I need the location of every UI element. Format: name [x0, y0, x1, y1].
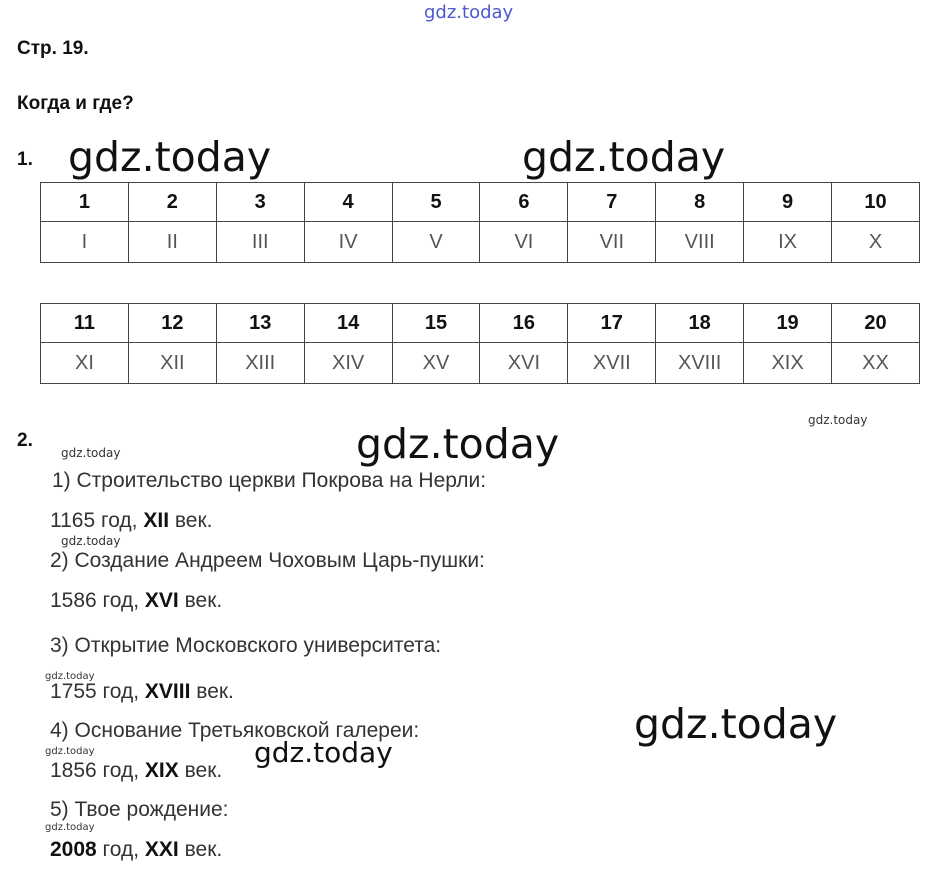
arabic-cell: 7 [568, 183, 656, 222]
roman-row [41, 222, 920, 263]
task-1-number: 1. [17, 149, 33, 170]
event-answer [50, 509, 213, 533]
event-century-suffix: век. [169, 509, 213, 532]
roman-cell: X [832, 222, 920, 263]
event-question: 2) Создание Андреем Чоховым Царь-пушки: [50, 549, 485, 572]
roman-cell: XVI [480, 343, 568, 384]
event-year-suffix: год, [96, 759, 145, 782]
roman-cell: XIX [744, 343, 832, 384]
roman-cell: V [392, 222, 480, 263]
event-century: XIX [144, 759, 179, 782]
watermark-large: gdz.today [356, 420, 560, 468]
event-question: 1) Строительство церкви Покрова на Нерли: [52, 469, 487, 492]
event-answer [50, 838, 222, 862]
event-century-suffix: век. [190, 680, 234, 703]
arabic-cell: 13 [216, 304, 304, 343]
roman-cell: IV [304, 222, 392, 263]
watermark-small: gdz.today [61, 446, 121, 460]
arabic-cell: 11 [41, 304, 129, 343]
event-year-suffix: год, [96, 680, 145, 703]
arabic-cell: 20 [832, 304, 920, 343]
roman-cell: XVII [568, 343, 656, 384]
event-century: XXI [144, 838, 179, 861]
arabic-cell: 2 [128, 183, 216, 222]
arabic-cell: 16 [480, 304, 568, 343]
arabic-cell: 9 [744, 183, 832, 222]
page-label: Стр. 19. [17, 38, 89, 59]
event-century: XII [143, 509, 170, 532]
section-title: Когда и где? [17, 93, 134, 114]
roman-cell: XV [392, 343, 480, 384]
roman-cell: XIII [216, 343, 304, 384]
event-year: 1755 [50, 680, 97, 703]
event-century-suffix: век. [178, 838, 223, 861]
event-answer [50, 680, 234, 704]
arabic-cell: 10 [832, 183, 920, 222]
watermark-small: gdz.today [808, 413, 868, 427]
roman-cell: IX [744, 222, 832, 263]
arabic-cell: 17 [568, 304, 656, 343]
arabic-row [41, 183, 920, 222]
arabic-cell: 15 [392, 304, 480, 343]
arabic-cell: 6 [480, 183, 568, 222]
arabic-cell: 4 [304, 183, 392, 222]
watermark-small: gdz.today [45, 822, 95, 833]
watermark-medium: gdz.today [254, 736, 393, 769]
event-question: 3) Открытие Московского университета: [50, 634, 442, 657]
watermark-small: gdz.today [45, 746, 95, 757]
watermark-top: gdz.today [424, 2, 514, 23]
roman-cell: VII [568, 222, 656, 263]
event-year: 1586 [50, 589, 97, 612]
roman-cell: XIV [304, 343, 392, 384]
watermark-large: gdz.today [634, 700, 838, 748]
arabic-cell: 19 [744, 304, 832, 343]
event-answer [50, 589, 222, 613]
roman-row [41, 343, 920, 384]
roman-cell: II [128, 222, 216, 263]
watermark-small: gdz.today [45, 671, 95, 682]
event-century-suffix: век. [178, 759, 223, 782]
event-century-suffix: век. [178, 589, 223, 612]
event-answer [50, 759, 222, 783]
arabic-cell: 18 [656, 304, 744, 343]
watermark-large: gdz.today [522, 133, 726, 181]
event-year: 1856 [50, 759, 97, 782]
arabic-cell: 8 [656, 183, 744, 222]
roman-cell: I [41, 222, 129, 263]
event-question: 5) Твое рождение: [50, 798, 229, 821]
arabic-cell: 5 [392, 183, 480, 222]
roman-cell: XX [832, 343, 920, 384]
century-table-1 [40, 182, 920, 263]
roman-cell: VI [480, 222, 568, 263]
roman-cell: XI [41, 343, 129, 384]
task-2-number: 2. [17, 430, 33, 451]
roman-cell: XII [128, 343, 216, 384]
event-question: 4) Основание Третьяковской галереи: [50, 719, 420, 742]
event-year-suffix: год, [95, 509, 144, 532]
event-year-suffix: год, [96, 589, 145, 612]
roman-cell: XVIII [656, 343, 744, 384]
event-year: 2008 [50, 838, 97, 861]
roman-cell: VIII [656, 222, 744, 263]
arabic-cell: 1 [41, 183, 129, 222]
event-century: XVIII [144, 680, 191, 703]
event-year-suffix: год, [96, 838, 145, 861]
watermark-large: gdz.today [68, 133, 272, 181]
roman-cell: III [216, 222, 304, 263]
watermark-small: gdz.today [61, 534, 121, 548]
century-table-2 [40, 303, 920, 384]
arabic-cell: 14 [304, 304, 392, 343]
arabic-cell: 3 [216, 183, 304, 222]
arabic-row [41, 304, 920, 343]
arabic-cell: 12 [128, 304, 216, 343]
event-year: 1165 [50, 509, 96, 532]
event-century: XVI [144, 589, 179, 612]
